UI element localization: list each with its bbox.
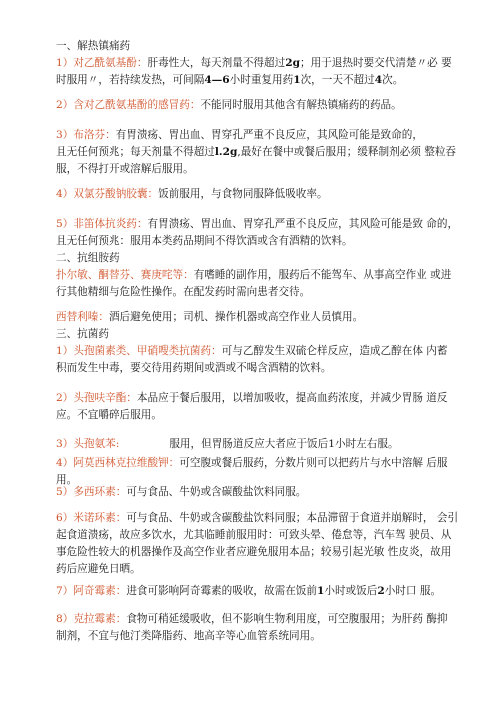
item-text: 小时口 服。	[384, 585, 442, 597]
item-cefalexin	[56, 436, 460, 453]
item-text: 且无任何预兆；每天剂量不得超过	[56, 146, 215, 158]
item-text: 服，不得打开或溶解后服用。	[56, 163, 194, 175]
item-text: 应。不宜嚼碎后服用。	[56, 409, 162, 421]
item-text: 进食可影响阿奇霉素的吸收，故需在饭前	[126, 585, 317, 597]
drug-name: 米诺环素：	[73, 512, 127, 524]
item-text: 不能同时服用其他含有解热镇痛药的药品。	[200, 99, 402, 111]
item-number: 3）	[56, 129, 74, 141]
item-cefuroxime	[56, 390, 460, 424]
item-text-bold: l.2g	[214, 146, 238, 158]
item-text: 可与食品、牛奶或含碳酸盐饮料同服。	[126, 486, 307, 498]
item-text: 食物可稍延缓吸收，但不影响生物利用度，可空腹服用；为肝药 酶抑	[126, 613, 448, 625]
item-number: 7）	[56, 585, 74, 597]
item-text: 用。	[56, 474, 78, 486]
item-diclofenac	[56, 186, 460, 203]
item-text: 饭前服用，与食物同服降低吸收率。	[158, 188, 328, 200]
item-number: 1）	[56, 57, 74, 69]
drug-name: 头孢氨苯:	[73, 438, 120, 450]
item-text: 时服用〃，若持续发热，可间隔	[56, 74, 205, 86]
item-clarithromycin	[56, 611, 460, 645]
item-text: 可空腹或餐后服药，分数片则可以把药片与水中溶解 后服	[179, 457, 448, 469]
item-text: 事危险性较大的机器操作及高空作业者应避免服用本品；较易引起光敏 性皮炎，故用	[56, 546, 452, 558]
item-text-bold: 1	[317, 585, 325, 597]
drug-name: 多西环素：	[73, 486, 127, 498]
item-text: 药后应避免日晒。	[56, 563, 141, 575]
drug-name: 头孢菌素类、甲硝嗖类抗菌药：	[73, 345, 222, 357]
item-text: 肝毒性大，每天剂量不得超过	[147, 57, 286, 69]
item-text: 起食道溃疡，故应多饮水，尤其临睡前服用时：可致头晕、倦怠等，汽车驾 驶员、从	[56, 529, 452, 541]
item-cold-medicine	[56, 97, 460, 114]
item-number: 4）	[56, 457, 74, 469]
item-number: 3）	[56, 438, 74, 450]
drug-name: 头孢呋辛酯：	[73, 392, 137, 404]
item-azithromycin	[56, 583, 460, 600]
drug-name: 阿奇霉素：	[73, 585, 127, 597]
item-number: 2）	[56, 99, 74, 111]
item-text: 行其他精细与危险性操作。在配发药时需向患者交待。	[56, 286, 311, 298]
item-text: 有嗜睡的副作用，服药后不能驾车、从事高空作业 或进	[193, 269, 452, 281]
item-text: 积而发生中毒，要交待用药期间或酒或不喝含酒精的饮料。	[56, 362, 332, 374]
drug-name: 非笛体抗炎药：	[73, 218, 148, 230]
drug-name: 双氯芬酸钠胶囊：	[73, 188, 159, 200]
item-text: 小时重复用药	[229, 74, 294, 86]
item-cetirizine	[56, 309, 460, 326]
item-number: 2）	[56, 392, 74, 404]
section-heading-antihistamine: 二、抗组胺药	[56, 252, 120, 264]
item-nsaid	[56, 216, 460, 250]
item-text: 次。	[382, 74, 404, 86]
item-ibuprofen	[56, 127, 460, 178]
item-text: 且无任何预兆：服用本类药品期间不得饮酒或含有酒精的饮料。	[56, 235, 353, 247]
item-acetaminophen	[56, 55, 460, 89]
item-text: 可与乙醇发生双硫仑样反应，造成乙醇在体 内蓄	[221, 345, 448, 357]
item-chlorphenamine	[56, 267, 460, 301]
section-heading-antipyretic: 一、解热镇痛药	[56, 40, 131, 52]
section-heading-antibacterial: 三、抗菌药	[56, 328, 109, 340]
item-number: 4）	[56, 188, 74, 200]
drug-name: 对乙酰氨基酚：	[73, 57, 148, 69]
item-text-bold: 4	[374, 74, 383, 86]
item-text: 服用，但胃肠道反应大者应于饭后1小时左右服。	[169, 438, 399, 450]
drug-name: 含对乙酰氨基酚的感冒药：	[73, 99, 201, 111]
item-text: 制剂，不宜与他汀类降脂药、地高辛等心血管系统同用。	[56, 630, 321, 642]
item-text: 本品应于餐后服用，以增加吸收，提高血药浓度，并减少胃肠 道反	[136, 392, 448, 404]
item-number: 1）	[56, 345, 74, 357]
drug-name: 西替利嗪：	[56, 311, 109, 323]
item-number: 8）	[56, 613, 74, 625]
item-number: 6）	[56, 512, 74, 524]
item-cephalosporin	[56, 343, 460, 377]
item-number: 5）	[56, 486, 74, 498]
drug-name: 克拉霉素：	[73, 613, 127, 625]
item-text: ；用于退热时要交代清楚〃必 要	[300, 57, 452, 69]
item-minocycline	[56, 510, 460, 578]
item-text: 有胃溃疡、胃出血、胃穿孔严重不良反应，其风险可能是致命的，	[115, 129, 423, 141]
drug-name: 布洛芬：	[73, 129, 116, 141]
item-text: 有胃溃疡、胃出血、胃穿孔严重不良反应，其风险可能是致 命的，	[147, 218, 459, 230]
item-text: 可与食品、牛奶或含碳酸盐饮料同服；本品滞留于食道并崩解时， 会引	[126, 512, 459, 524]
item-text: ,最好在餐中或餐后服用；缓释制剂必须 整粒吞	[237, 146, 457, 158]
item-text: 酒后避免使用；司机、操作机器或高空作业人员慎用。	[108, 311, 364, 323]
item-text: 小时或饭后	[324, 585, 378, 597]
item-doxycycline	[56, 484, 460, 501]
item-text-bold: 4—6	[204, 74, 230, 86]
item-text-bold: 1	[293, 74, 301, 86]
item-number: 5）	[56, 218, 74, 230]
item-text-bold: 2g	[285, 57, 300, 69]
drug-name: 阿莫西林克拉维酸钾：	[73, 457, 180, 469]
item-text: 次，一天不超过	[300, 74, 375, 86]
drug-name: 扑尔敏、酮替芬、赛庚咤等：	[56, 269, 194, 281]
item-text-bold: 2	[377, 585, 385, 597]
